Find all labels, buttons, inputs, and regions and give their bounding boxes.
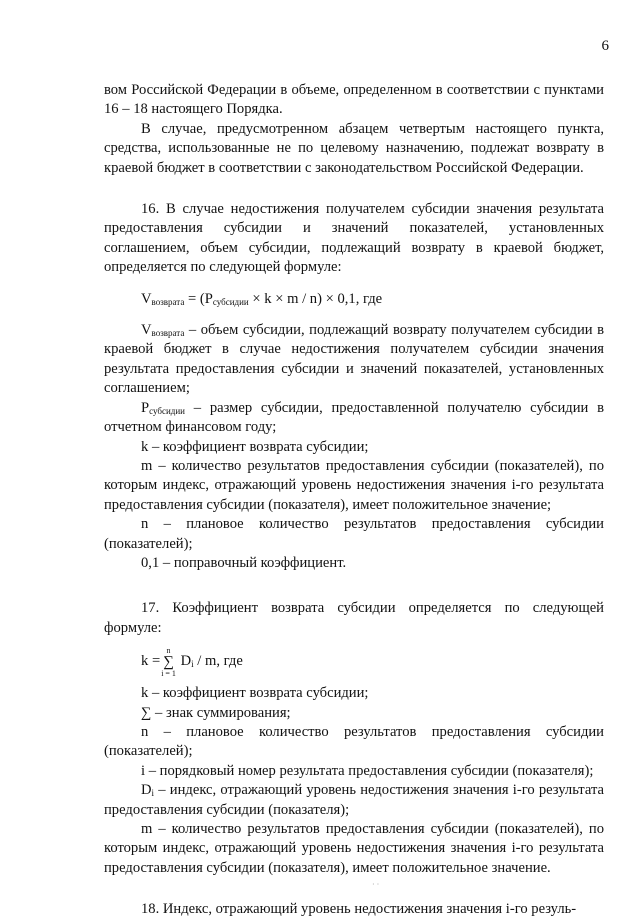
formula-coefficient: k = n ∑ i = 1 $D_i$ / m, где xyxy=(141,646,243,679)
paragraph: В случае, предусмотренном абзацем четвертым настоящего пункта, средства, использованные не по целевому назначению, подлежат возврату в краевой бюджет в соответствии с законодательством Российской Федерации. xyxy=(104,120,604,176)
definition-coefficient: 0,1 – поправочный коэффициент. xyxy=(141,554,347,571)
paragraph-clause-17: 17. Коэффициент возврата субсидии определяется по следующей формуле: xyxy=(104,600,604,636)
page-number: 6 xyxy=(601,38,609,54)
document-body xyxy=(104,81,604,920)
definition-n: n – плановое количество результатов предоставления субсидии (показателей); xyxy=(104,516,604,552)
definition-v: $V_{возврата}$ – объем субсидии, подлежащий возврату получателем субсидии в краевой бюджет в случае недостижения получателем субсидии значения результата предоставления субсидии и значений показателей, установленных соглашением; xyxy=(104,322,604,397)
paragraph-clause-18: 18. Индекс, отражающий уровень недостижения значения i-го резуль- xyxy=(141,901,577,918)
formula-refund-volume: $V_{возврата} = (P_{субсидии} \times k \times m / n) \times 0,1$, где xyxy=(141,290,383,307)
sigma-symbol: n ∑ i = 1 xyxy=(161,646,176,679)
definition-n2: n – плановое количество результатов предоставления субсидии (показателей); xyxy=(104,723,604,760)
definition-k2: k – коэффициент возврата субсидии; xyxy=(141,685,369,702)
definition-sum: ∑ – знак суммирования; xyxy=(141,704,291,721)
definition-d: $D_i$ – индекс, отражающий уровень недостижения значения i-го результата предоставления субсидии (показателя); xyxy=(104,782,604,818)
definition-i: i – порядковый номер результата предоставления субсидии (показателя); xyxy=(141,762,594,779)
definition-p: $P_{субсидии}$ – размер субсидии, предоставленной получателю субсидии в отчетном финансовом году; xyxy=(104,399,604,436)
definition-m2: m – количество результатов предоставления субсидии (показателей), по которым индекс, отражающий уровень недостижения значения i-го результата предоставления субсидии (показателя), имеет положительное значение. xyxy=(104,821,604,876)
definition-k: k – коэффициент возврата субсидии; xyxy=(141,438,369,455)
footer-mark: · · xyxy=(372,880,380,889)
paragraph-clause-16: 16. В случае недостижения получателем субсидии значения результата предоставления субсидии и значений показателей, установленных соглашением, объем субсидии, подлежащий возврату в краевой бюджет, определяется по следующей формуле: xyxy=(104,201,604,276)
paragraph: вом Российской Федерации в объеме, определенном в соответствии с пунктами 16 – 18 настоящего Порядка. xyxy=(104,82,604,118)
definition-m: m – количество результатов предоставления субсидии (показателей), по которым индекс, отражающий уровень недостижения значения i-го результата предоставления субсидии (показателя), имеет положительное значение; xyxy=(104,457,604,513)
